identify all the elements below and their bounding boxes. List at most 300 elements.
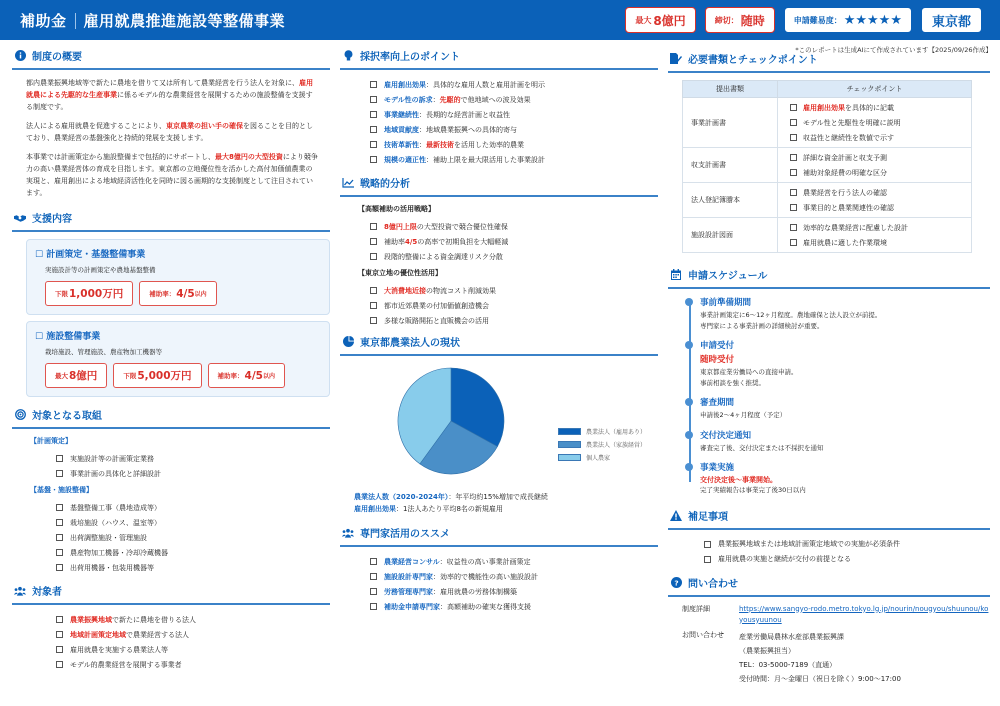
checkbox-icon bbox=[370, 126, 377, 133]
section-header-contact bbox=[668, 571, 990, 597]
step-title: 申請受付 bbox=[700, 341, 735, 351]
checklist-item bbox=[784, 220, 965, 235]
section-header-targets bbox=[12, 403, 330, 429]
highlight-text: 農業振興地域 bbox=[70, 615, 112, 624]
highlight-text: 最大8億円の大型投資 bbox=[215, 153, 283, 161]
checkbox-icon bbox=[790, 239, 797, 246]
item-text: ：長期的な経営計画と収益性 bbox=[419, 110, 510, 119]
detail-label: 制度詳細 bbox=[682, 604, 710, 613]
timeline-item bbox=[700, 296, 990, 331]
item-text: ：高額補助の確実な獲得支援 bbox=[440, 602, 531, 611]
expert-type: 施設設計専門家 bbox=[384, 572, 433, 581]
step-title: 交付決定通知 bbox=[700, 430, 752, 441]
text-segment: に係るモデル的な農業経営を展開するための施設整備を支援する制度です。 bbox=[26, 91, 313, 111]
separator: ： bbox=[432, 95, 440, 104]
checkbox-icon bbox=[790, 119, 797, 126]
text-segment: により競争力の高い農業経営体の育成を目指します。東京都の立地優位性を活かした高付加価値農業の実現と、雇用創出による地域経済活性化を同時に図る画期的な支援制度として注目されています。 bbox=[26, 153, 318, 197]
handshake-icon bbox=[14, 212, 26, 224]
column-middle bbox=[340, 44, 658, 618]
documents-table bbox=[682, 80, 972, 253]
timeline-dot-icon bbox=[685, 463, 693, 471]
column-header-document: 提出書類 bbox=[683, 81, 778, 98]
pie-chart-graphic bbox=[396, 366, 506, 476]
chip-value: 1,000万円 bbox=[69, 288, 124, 300]
checkbox-icon bbox=[56, 534, 63, 541]
legend-item bbox=[558, 451, 646, 464]
amount-chip bbox=[45, 281, 133, 306]
section-title: 問い合わせ bbox=[688, 578, 738, 590]
chip-suffix: 以内 bbox=[194, 291, 207, 298]
schedule-timeline bbox=[686, 296, 990, 496]
checklist-item bbox=[370, 569, 658, 584]
item-text: 出荷用機器・包装用機器等 bbox=[70, 563, 154, 572]
checklist bbox=[56, 500, 330, 575]
item-text: ：補助上限を最大限活用した事業設計 bbox=[426, 155, 545, 164]
chip-prefix: 補助率： bbox=[149, 290, 176, 298]
contact-lines bbox=[739, 630, 901, 686]
item-text: 栽培施設（ハウス、温室等） bbox=[70, 518, 161, 527]
stat-label: 雇用創出効果 bbox=[354, 505, 396, 513]
badge-prefix: 最大 bbox=[635, 15, 652, 25]
checklist-item bbox=[56, 612, 330, 627]
legend-label: 個人農家 bbox=[586, 455, 611, 462]
group-label: 【基盤・施設整備】 bbox=[30, 486, 93, 494]
point-key: 雇用創出効果 bbox=[384, 80, 426, 89]
chip-value: 5,000万円 bbox=[137, 370, 192, 382]
expert-type: 補助金申請専門家 bbox=[384, 602, 440, 611]
section-title: 東京都農業法人の現状 bbox=[360, 338, 460, 349]
step-description: 専門家による事業計画の詳細検討が重要。 bbox=[700, 321, 824, 330]
section-title: 専門家活用のススメ bbox=[360, 529, 450, 540]
checkbox-icon bbox=[370, 603, 377, 610]
checklist-item bbox=[56, 451, 330, 466]
expert-type: 農業経営コンサル bbox=[384, 557, 440, 566]
legend-label: 農業法人（家族経営） bbox=[586, 442, 647, 449]
document-name: 収支計画書 bbox=[683, 148, 778, 183]
checklist-item bbox=[784, 100, 965, 115]
amount-chip bbox=[139, 281, 216, 306]
line-chart-icon bbox=[342, 177, 354, 189]
checklist-item bbox=[370, 107, 658, 122]
badge-prefix: 申請難易度： bbox=[793, 15, 842, 25]
group-label: 【高額補助の活用戦略】 bbox=[358, 205, 435, 213]
pie-chart-icon bbox=[342, 336, 354, 348]
item-text: 多様な販路開拓と直販機会の活用 bbox=[384, 316, 489, 325]
item-text: 事業計画の具体化と詳細設計 bbox=[70, 469, 161, 478]
badge-prefix: 締切： bbox=[714, 15, 739, 25]
checklist-item bbox=[370, 152, 658, 167]
step-highlight: 随時受付 bbox=[700, 355, 735, 365]
checklist-item bbox=[784, 115, 965, 130]
timeline-dot-icon bbox=[685, 298, 693, 306]
checklist-item bbox=[370, 219, 658, 234]
support-card bbox=[26, 239, 330, 315]
chip-prefix: 下限 bbox=[123, 372, 137, 380]
checklist-item bbox=[784, 200, 965, 215]
section-title: 支援内容 bbox=[32, 214, 72, 225]
checkbox-icon bbox=[370, 317, 377, 324]
legend-item bbox=[558, 425, 646, 438]
section-header-points bbox=[340, 44, 658, 70]
strategy-groups bbox=[340, 204, 658, 328]
overview-paragraph-1 bbox=[12, 77, 330, 113]
section-header-status bbox=[340, 330, 658, 356]
ai-generated-note: *このレポートは生成AIにて作成されています【2025/09/26作成】 bbox=[795, 46, 992, 54]
item-text: ：効率的で機能性の高い施設設計 bbox=[433, 572, 538, 581]
item-text: 基盤整備工事（農地造成等） bbox=[70, 503, 161, 512]
checkbox-icon bbox=[56, 646, 63, 653]
section-header-eligible bbox=[12, 579, 330, 605]
checkbox-icon bbox=[56, 455, 63, 462]
support-card bbox=[26, 321, 330, 397]
legend-swatch bbox=[558, 441, 581, 448]
stat-value: ：年平均約15%増加で成長継続 bbox=[448, 493, 548, 501]
section-header-overview bbox=[12, 44, 330, 70]
checklist-item bbox=[370, 92, 658, 107]
card-title: ☐ 施設整備事業 bbox=[35, 332, 101, 342]
lightbulb-icon bbox=[342, 50, 354, 62]
contact-line: 受付時間：月〜金曜日（祝日を除く）9:00〜17:00 bbox=[739, 674, 901, 683]
checkbox-icon bbox=[56, 661, 63, 668]
item-text: 収益性と継続性を数値で示す bbox=[803, 133, 894, 142]
program-url-link[interactable]: https://www.sangyo-rodo.metro.tokyo.lg.jp/nourin/nougyou/shuunou/koyousyuunou bbox=[739, 604, 989, 624]
checkbox-icon bbox=[370, 287, 377, 294]
column-header-checkpoints: チェックポイント bbox=[778, 81, 972, 98]
timeline-item bbox=[700, 339, 990, 388]
checkbox-icon bbox=[370, 238, 377, 245]
checklist-item bbox=[370, 77, 658, 92]
point-key: 技術革新性 bbox=[384, 140, 419, 149]
checkbox-icon bbox=[790, 154, 797, 161]
checkbox-icon bbox=[370, 302, 377, 309]
text-segment: を図ることを目的としており、農業経営の基盤強化と持続的発展を支援します。 bbox=[26, 122, 313, 142]
checklist bbox=[56, 451, 330, 481]
document-name: 事業計画書 bbox=[683, 98, 778, 148]
timeline-line bbox=[689, 302, 691, 482]
item-text: 農業経営を行う法人の確認 bbox=[803, 188, 887, 197]
checklist-item bbox=[370, 234, 658, 249]
checkbox-icon bbox=[56, 564, 63, 571]
item-text: で新たに農地を借りる法人 bbox=[112, 615, 196, 624]
question-circle-icon bbox=[670, 576, 682, 588]
chip-value: 4/5 bbox=[176, 287, 195, 300]
checkbox-icon bbox=[56, 549, 63, 556]
chart-legend bbox=[558, 425, 646, 464]
item-text: で農業経営する法人 bbox=[126, 630, 189, 639]
section-title: 対象となる取組 bbox=[32, 411, 102, 422]
points-list bbox=[370, 77, 658, 167]
header-badges bbox=[625, 7, 982, 33]
timeline-dot-icon bbox=[685, 341, 693, 349]
eligible-list bbox=[56, 612, 330, 672]
contact-line: （農業振興担当） bbox=[739, 646, 795, 655]
checkbox-icon bbox=[370, 111, 377, 118]
table-row bbox=[683, 98, 972, 148]
item-text: 実施設計等の計画策定業務 bbox=[70, 454, 154, 463]
text-segment: 法人による雇用就農を促進することにより、 bbox=[26, 122, 166, 130]
deadline-badge bbox=[705, 7, 775, 33]
item-text: 農業振興地域または地域計画策定地域での実施が必須条件 bbox=[718, 540, 900, 548]
step-highlight: 交付決定後〜事業開始。 bbox=[700, 476, 777, 484]
checkbox-icon bbox=[790, 204, 797, 211]
checklist-item bbox=[784, 130, 965, 145]
timeline-item bbox=[700, 461, 990, 496]
highlight-text: 東京農業の担い手の確保 bbox=[166, 122, 243, 130]
chip-prefix: 補助率： bbox=[217, 372, 244, 380]
legend-item bbox=[558, 438, 646, 451]
checkbox-icon bbox=[370, 81, 377, 88]
step-description: 完了実績報告は事業完了後30日以内 bbox=[700, 486, 806, 494]
checklist-item bbox=[370, 313, 658, 328]
highlight-text: 大消費地近接 bbox=[384, 286, 426, 295]
checkpoints-cell bbox=[778, 183, 972, 218]
highlight-text: 4/5 bbox=[405, 237, 418, 246]
users-icon bbox=[14, 585, 26, 597]
stat-value: ：1法人あたり平均8名の新規雇用 bbox=[396, 505, 503, 513]
document-edit-icon bbox=[670, 53, 682, 65]
checkbox-icon bbox=[704, 541, 711, 548]
item-text: 補助対象経費の明確な区分 bbox=[803, 168, 887, 177]
checklist-item bbox=[370, 283, 658, 298]
checkbox-icon bbox=[790, 189, 797, 196]
amount-chip bbox=[113, 363, 201, 388]
checklist-item bbox=[370, 584, 658, 599]
section-title: 必要書類とチェックポイント bbox=[688, 55, 818, 66]
checklist-item bbox=[370, 599, 658, 614]
checkbox-icon bbox=[790, 169, 797, 176]
checkbox-icon bbox=[56, 519, 63, 526]
checkbox-icon bbox=[370, 558, 377, 565]
column-left bbox=[12, 44, 330, 676]
expert-type: 労務管理専門家 bbox=[384, 587, 433, 596]
item-text: ：地域農業振興への具体的寄与 bbox=[419, 125, 517, 134]
checklist bbox=[784, 185, 965, 215]
checkbox-icon bbox=[370, 141, 377, 148]
highlight-text: 雇用創出効果 bbox=[803, 103, 845, 112]
document-name: 施設設計図面 bbox=[683, 218, 778, 253]
category-label: 補助金 bbox=[20, 11, 67, 30]
target-groups bbox=[12, 436, 330, 575]
section-title: 制度の概要 bbox=[32, 52, 82, 63]
item-text: の高率で初期負担を大幅軽減 bbox=[417, 237, 509, 246]
text-segment: 本事業では計画策定から施設整備まで包括的にサポートし、 bbox=[26, 153, 215, 161]
checkbox-icon bbox=[56, 504, 63, 511]
badge-value: 随時 bbox=[740, 13, 765, 28]
step-description: 申請後2〜4ヶ月程度（予定） bbox=[700, 411, 787, 419]
section-header-experts bbox=[340, 521, 658, 547]
chip-value: 4/5 bbox=[244, 369, 263, 382]
legend-swatch bbox=[558, 428, 581, 435]
checklist-item bbox=[56, 657, 330, 672]
checkbox-icon bbox=[370, 223, 377, 230]
users-icon bbox=[342, 527, 354, 539]
item-text: 雇用就農を実施する農業法人等 bbox=[70, 645, 168, 654]
checkbox-icon bbox=[370, 156, 377, 163]
checkbox-icon bbox=[790, 134, 797, 141]
legend-label: 農業法人（雇用あり） bbox=[586, 429, 647, 436]
checklist bbox=[784, 100, 965, 145]
checklist-item bbox=[370, 554, 658, 569]
checkbox-icon bbox=[370, 96, 377, 103]
card-title: ☐ 計画策定・基盤整備事業 bbox=[35, 250, 146, 260]
item-text: モデル性と先駆性を明確に説明 bbox=[803, 118, 901, 127]
warning-icon bbox=[670, 509, 682, 521]
checklist bbox=[370, 219, 658, 264]
card-description: 実施設計等の計画策定や農地基盤整備 bbox=[45, 266, 156, 274]
header-bar bbox=[0, 0, 1000, 40]
item-text: 雇用就農の実施と継続が交付の前提となる bbox=[718, 555, 851, 563]
section-header-schedule bbox=[668, 263, 990, 289]
checkbox-icon bbox=[790, 104, 797, 111]
checkbox-icon bbox=[790, 224, 797, 231]
step-title: 事前準備期間 bbox=[700, 298, 752, 308]
contact-line: TEL：03-5000-7189（直通） bbox=[739, 660, 837, 669]
checklist-item bbox=[56, 627, 330, 642]
point-key: モデル性の訴求 bbox=[384, 95, 433, 104]
amount-chip bbox=[208, 363, 285, 388]
checkbox-icon bbox=[370, 253, 377, 260]
section-header-support bbox=[12, 206, 330, 232]
item-text: 都市近郊農業の付加価値創造機会 bbox=[384, 301, 489, 310]
point-key: 規模の適正性 bbox=[384, 155, 426, 164]
supplement-list bbox=[704, 537, 990, 567]
checkbox-icon bbox=[56, 616, 63, 623]
checklist-item bbox=[370, 122, 658, 137]
group-label: 【東京立地の優位性活用】 bbox=[358, 269, 442, 277]
column-right bbox=[668, 44, 990, 690]
section-title: 採択率向上のポイント bbox=[360, 52, 460, 63]
checklist-item bbox=[784, 185, 965, 200]
table-row bbox=[683, 218, 972, 253]
item-text: 詳細な資金計画と収支予測 bbox=[803, 153, 887, 162]
item-text: 段階的整備による資金調達リスク分散 bbox=[384, 252, 503, 261]
checkpoints-cell bbox=[778, 148, 972, 183]
section-title: 戦略的分析 bbox=[360, 179, 410, 190]
section-header-documents bbox=[668, 47, 990, 73]
highlight-text: 先駆的 bbox=[439, 95, 461, 104]
checklist-item bbox=[56, 545, 330, 560]
checkpoints-cell bbox=[778, 98, 972, 148]
target-icon bbox=[14, 409, 26, 421]
checkpoints-cell bbox=[778, 218, 972, 253]
checklist bbox=[784, 220, 965, 250]
checklist bbox=[370, 283, 658, 328]
section-title: 申請スケジュール bbox=[688, 271, 768, 282]
prefecture-badge: 東京都 bbox=[921, 7, 982, 33]
info-icon bbox=[14, 50, 26, 62]
badge-value: 8億円 bbox=[653, 13, 686, 28]
item-text: 出荷調整施設・管理施設 bbox=[70, 533, 147, 542]
highlight-text: 最新技術 bbox=[426, 140, 454, 149]
checklist-item bbox=[370, 137, 658, 152]
item-text: を活用した効率的農業 bbox=[454, 140, 524, 149]
timeline-dot-icon bbox=[685, 398, 693, 406]
chip-suffix: 以内 bbox=[262, 373, 275, 380]
timeline-dot-icon bbox=[685, 431, 693, 439]
step-description: 事業計画策定に6〜12ヶ月程度。農地確保と法人設立が前提。 bbox=[700, 311, 882, 319]
group-label: 【計画策定】 bbox=[30, 437, 72, 445]
checklist-item bbox=[56, 466, 330, 481]
checklist-item bbox=[784, 235, 965, 250]
item-text: ：雇用就農の労務体制構築 bbox=[433, 587, 517, 596]
item-text: の物流コスト削減効果 bbox=[426, 286, 496, 295]
item-text: モデル的農業経営を展開する事業者 bbox=[70, 660, 182, 669]
point-key: 事業継続性 bbox=[384, 110, 419, 119]
item-text: ：収益性の高い事業計画策定 bbox=[439, 557, 531, 566]
checklist-item bbox=[784, 165, 965, 180]
calendar-icon bbox=[670, 269, 682, 281]
overview-paragraph-2 bbox=[12, 120, 330, 144]
title-divider bbox=[75, 13, 76, 29]
legend-swatch bbox=[558, 454, 581, 461]
checkbox-icon bbox=[56, 631, 63, 638]
checklist-item bbox=[370, 298, 658, 313]
star-rating-icon: ★★★★★ bbox=[843, 12, 902, 28]
contact-info bbox=[682, 604, 990, 686]
step-title: 審査期間 bbox=[700, 398, 735, 408]
highlight-text: 雇用就農による先駆的な生産事業 bbox=[26, 79, 313, 99]
checklist-item bbox=[704, 552, 990, 567]
timeline-item bbox=[700, 429, 990, 454]
section-title: 補足事項 bbox=[688, 511, 728, 523]
step-description: 事前相談を強く推奨。 bbox=[700, 378, 765, 387]
checklist-item bbox=[56, 500, 330, 515]
section-header-supplement bbox=[668, 504, 990, 530]
checklist-item bbox=[56, 515, 330, 530]
contact-line: 産業労働局農林水産部農業振興課 bbox=[739, 632, 844, 641]
section-header-strategy bbox=[340, 171, 658, 197]
step-title: 事業実施 bbox=[700, 463, 735, 473]
checklist-item bbox=[56, 530, 330, 545]
item-text: 効率的な農業経営に配慮した設計 bbox=[803, 223, 908, 232]
support-cards bbox=[12, 239, 330, 397]
checklist-item bbox=[56, 642, 330, 657]
item-text: 事業目的と農業関連性の確認 bbox=[803, 203, 894, 212]
item-text: 雇用就農に適した作業環境 bbox=[803, 238, 887, 247]
timeline-item bbox=[700, 396, 990, 421]
point-key: 地域貢献度 bbox=[384, 125, 419, 134]
overview-paragraph-3 bbox=[12, 151, 330, 199]
checkbox-icon bbox=[370, 573, 377, 580]
table-row bbox=[683, 148, 972, 183]
difficulty-badge bbox=[784, 7, 912, 33]
stat-label: 農業法人数（2020-2024年） bbox=[354, 493, 449, 501]
card-description: 栽培施設、管理施設、農産物加工機器等 bbox=[45, 348, 162, 356]
item-text: の大型投資で競合優位性確保 bbox=[416, 222, 508, 231]
checklist-item bbox=[704, 537, 990, 552]
checkbox-icon bbox=[56, 470, 63, 477]
status-stats bbox=[354, 491, 658, 515]
item-text: ：具体的な雇用人数と雇用計画を明示 bbox=[426, 80, 545, 89]
checklist-item bbox=[784, 150, 965, 165]
highlight-text: 地域計画策定地域 bbox=[70, 630, 126, 639]
chip-prefix: 下限 bbox=[55, 290, 68, 298]
checklist bbox=[784, 150, 965, 180]
item-text: 農産物加工機器・冷却冷蔵機器 bbox=[70, 548, 168, 557]
step-description: 審査完了後、交付決定または不採択を通知 bbox=[700, 443, 824, 452]
highlight-text: 8億円上限 bbox=[384, 222, 417, 231]
amount-chips bbox=[45, 363, 321, 388]
max-amount-badge bbox=[625, 7, 695, 33]
checklist-item bbox=[56, 560, 330, 575]
separator: ： bbox=[419, 140, 426, 149]
page-title bbox=[20, 10, 285, 31]
item-text: で他地域への波及効果 bbox=[460, 95, 531, 104]
svg-text:?: ? bbox=[673, 577, 679, 587]
amount-chips bbox=[45, 281, 321, 306]
table-row bbox=[683, 183, 972, 218]
section-title: 対象者 bbox=[32, 587, 62, 598]
